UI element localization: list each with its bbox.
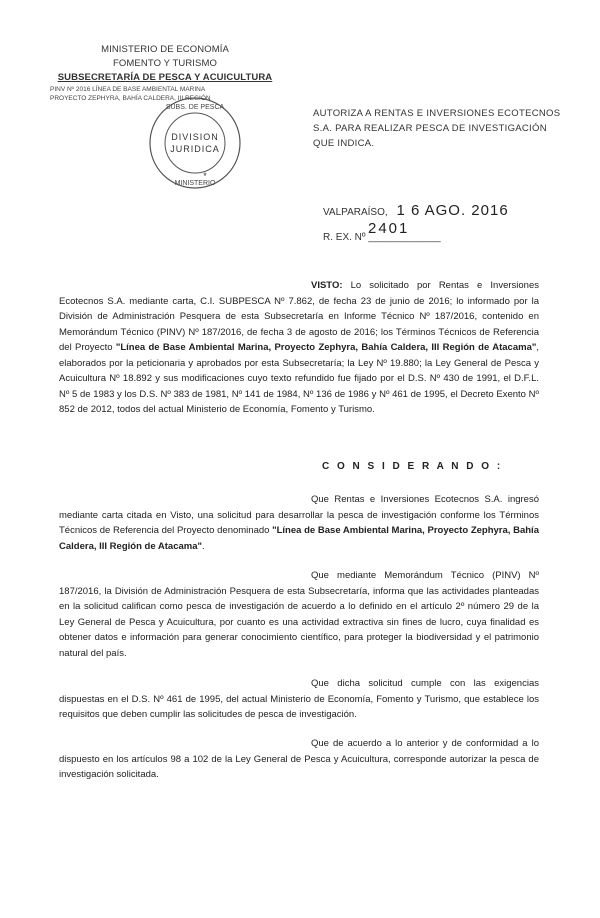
considerando-3-text: Que dicha solicitud cumple con las exigencias dispuestas en el D.S. Nº 461 de 1995, del actual Ministerio de Economía, Fomento y Turismo, que establece los requisitos que deben cumplir las solicitudes de pesca de investigación. [59,678,539,720]
reference-line-1: PINV Nº 2016 LÍNEA DE BASE AMBIENTAL MARINA [50,86,206,93]
resolution-subject: AUTORIZA A RENTAS E INVERSIONES ECOTECNOS S.A. PARA REALIZAR PESCA DE INVESTIGACIÓN QUE INDICA. [313,108,561,149]
place-and-date [323,202,509,219]
considerando-1 [59,492,539,554]
considerando-4-text: Que de acuerdo a lo anterior y de conformidad a lo dispuesto en los artículos 98 a 102 de la Ley General de Pesca y Acuicultura, corresponde autorizar la pesca de investigación solicitada. [59,738,539,780]
subsecretaria-name: SUBSECRETARÍA DE PESCA Y ACUICULTURA [57,72,273,83]
stamp-division-text: DIVISION [171,132,219,142]
ministry-name: MINISTERIO DE ECONOMÍA [101,44,229,55]
visto-label: VISTO: [311,280,343,291]
considerando-heading: C O N S I D E R A N D O : [322,461,503,472]
visto-project-name: "Línea de Base Ambiental Marina, Proyecto Zephyra, Bahía Caldera, III Región de Atacama" [115,342,537,353]
resolution-label: R. EX. Nº _____________ [323,232,441,243]
letterhead [50,43,280,103]
reference-line-2: PROYECTO ZEPHYRA, BAHÍA CALDERA, III REGIÓN [50,95,211,102]
stamp-top-text: SUBS. DE PESCA [165,104,225,111]
considerando-1-end: . [202,540,205,552]
stamp-juridica-text: JURIDICA [170,144,220,154]
visto-text-2: , elaborados por la peticionaria y aprobados por esta Subsecretaría; la Ley Nº 19.880; la Ley General de Pesca y Acuicultura Nº 18.892 y sus modificaciones cuyo texto refundido fue fijado por el D.S. Nº 430 de 1991, el D.F.L. Nº 5 de 1983 y los D.S. Nº 383 de 1981, Nº 141 de 1984, Nº 136 de 1986 y Nº 461 de 1995, el Decreto Exento Nº 852 de 2012, todos del actual Ministerio de Economía, Fomento y Turismo. [59,342,539,415]
stamp-star-icon: * [203,171,207,181]
visto-text-1: Lo solicitado por Rentas e Inversiones Ecotecnos S.A. mediante carta, C.I. SUBPESCA Nº 7.862, de fecha 23 de junio de 2016; lo informado por la División de Administración Pesquera de esta Subsecretaría en Informe Técnico Nº 187/2016, contenido en Memorándum Técnico (PINV) Nº 187/2016, de fecha 3 de agosto de 2016; los Términos Técnicos de Referencia del Proyecto [59,280,539,353]
place-label: VALPARAÍSO, [323,207,388,218]
considerando-1-project: "Línea de Base Ambiental Marina, Proyecto Zephyra, Bahía Caldera, III Región de Atacama" [59,525,539,552]
resolution-number: 2401 [368,220,410,237]
visto-paragraph [59,278,539,418]
stamp-seal-graphic [147,95,243,191]
considerando-2 [59,568,539,661]
considerando-2-text: Que mediante Memorándum Técnico (PINV) Nº 187/2016, la División de Administración Pesquera de esta Subsecretaría, informa que las actividades planteadas en la solicitud califican como pesca de investigación de acuerdo a lo definido en el artículo 2º número 29 de la Ley General de Pesca y Acuicultura, por cuanto es una actividad extractiva sin fines de lucro, cuya finalidad es obtener datos e información para generar conocimiento científico, para proteger la biodiversidad y el patrimonio natural del país. [59,570,539,659]
considerando-4 [59,736,539,783]
considerando-3 [59,676,539,723]
considerando-1-text: Que Rentas e Inversiones Ecotecnos S.A. ingresó mediante carta citada en Visto, una solicitud para desarrollar la pesca de investigación conforme los Términos Técnicos de Referencia del Proyecto denominado [59,494,539,536]
division-juridica-stamp [147,95,243,191]
ministry-subtitle: FOMENTO Y TURISMO [113,58,217,69]
date-stamp: 1 6 AGO. 2016 [396,202,509,219]
stamp-bottom-text: MINISTERIO [174,180,216,187]
